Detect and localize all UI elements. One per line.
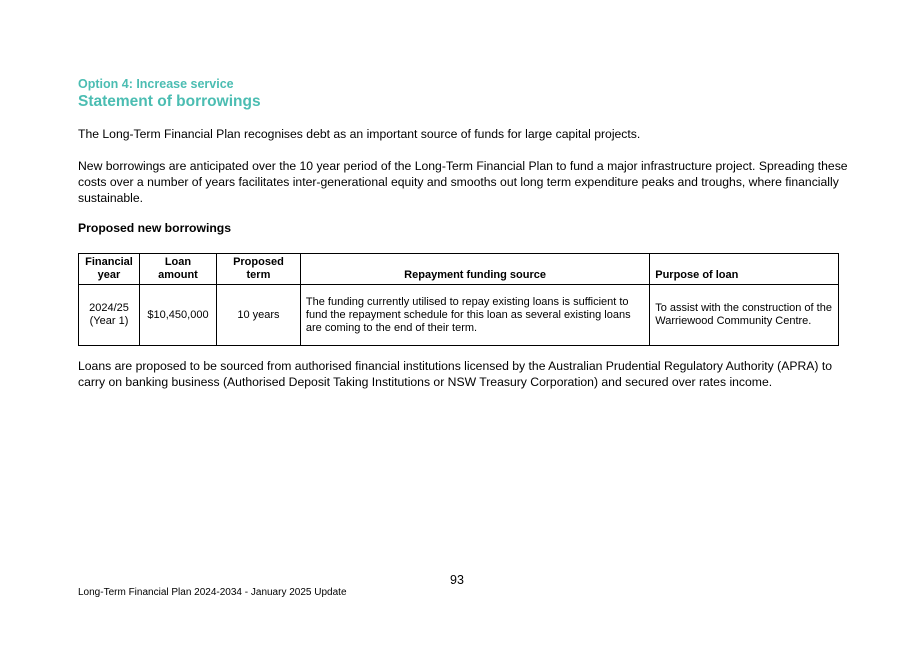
cell-loan-amount: $10,450,000	[139, 285, 216, 346]
column-header-proposed-term: Proposed term	[216, 254, 300, 285]
column-header-repayment-source: Repayment funding source	[300, 254, 649, 285]
body-paragraph: New borrowings are anticipated over the 10 year period of the Long-Term Financial Plan to fund a major infrastructure project. Spreading these costs over a number of years facilitates inter-generational equity and smooths out long term expenditure peaks and troughs, where financially sustainable.	[78, 159, 848, 205]
table-row	[79, 285, 839, 346]
table-heading: Proposed new borrowings	[78, 221, 232, 235]
cell-proposed-term: 10 years	[216, 285, 300, 346]
footer-document-title: Long-Term Financial Plan 2024-2034 - January 2025 Update	[78, 587, 347, 598]
intro-paragraph: The Long-Term Financial Plan recognises debt as an important source of funds for large capital projects.	[78, 127, 641, 141]
page-number: 93	[450, 573, 464, 587]
cell-financial-year: 2024/25 (Year 1)	[79, 285, 140, 346]
column-header-purpose: Purpose of loan	[650, 254, 839, 285]
column-header-financial-year: Financial year	[79, 254, 140, 285]
section-option-label: Option 4: Increase service	[78, 77, 234, 91]
page-title: Statement of borrowings	[78, 93, 261, 110]
cell-repayment-source: The funding currently utilised to repay existing loans is sufficient to fund the repayment schedule for this loan as several existing loans are coming to the end of their term.	[300, 285, 649, 346]
closing-paragraph: Loans are proposed to be sourced from authorised financial institutions licensed by the Australian Prudential Regulatory Authority (APRA) to carry on banking business (Authorised Deposit Taking Institutions or NSW Treasury Corporation) and secured over rates income.	[78, 359, 833, 389]
table-header-row	[79, 254, 839, 285]
borrowings-table	[78, 253, 839, 346]
cell-purpose: To assist with the construction of the Warriewood Community Centre.	[650, 285, 839, 346]
column-header-loan-amount: Loan amount	[139, 254, 216, 285]
